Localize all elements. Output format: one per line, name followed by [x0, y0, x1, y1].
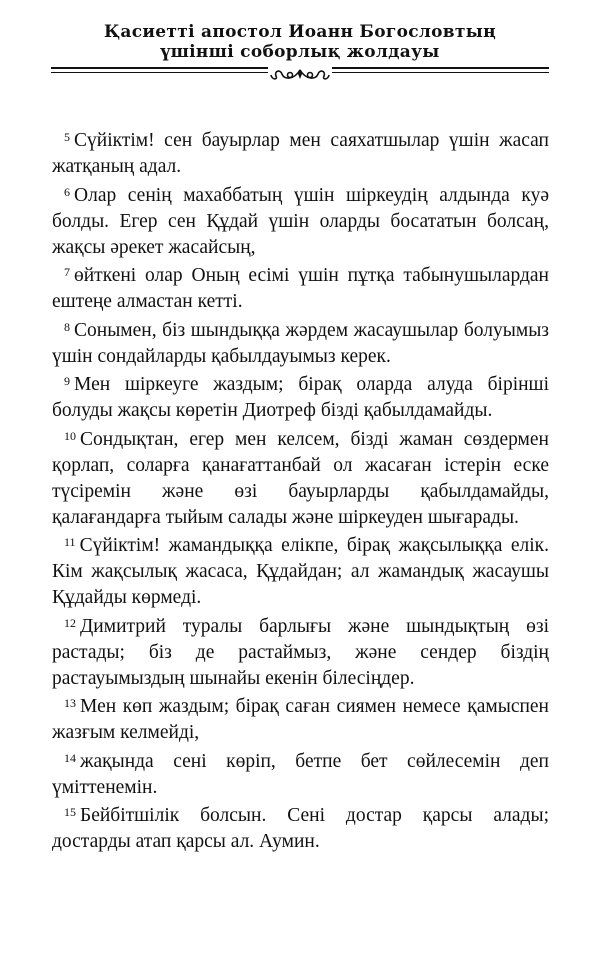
verse-number: 6 [64, 184, 70, 199]
verse [52, 183, 549, 261]
header-title-line1: Қасиетті апостол Иоанн Богословтың [104, 22, 496, 42]
verse-text: жақында сені көріп, бетпе бет сөйлесемін деп үміттенемін. [52, 750, 549, 798]
verse-number: 12 [64, 615, 76, 630]
verse-number: 11 [64, 535, 76, 549]
verse-number: 9 [64, 374, 70, 388]
verse-number: 10 [64, 428, 76, 443]
verse [52, 533, 549, 611]
verse-text: Сүйіктім! жамандыққа елікпе, бірақ жақсылыққа елік. Кім жақсылық жасаса, Құдайдан; ал жамандық жасаушы Құдайды көрмеді. [52, 535, 549, 608]
scripture-text [52, 128, 549, 858]
verse [52, 427, 549, 531]
verse [52, 372, 549, 424]
verse [52, 749, 549, 801]
verse-number: 8 [64, 319, 70, 334]
header-title-line2: үшінші соборлық жолдауы [160, 42, 440, 62]
ornament-icon [268, 66, 332, 86]
verse-number: 14 [64, 750, 76, 765]
verse-number: 13 [64, 696, 76, 710]
verse-text: Димитрий туралы барлығы және шындықтың өзі растады; біз де растаймыз, және сендер біздің растауымыздың шынайы екенін білесіңдер. [52, 615, 549, 689]
verse [52, 694, 549, 746]
verse-text: Сүйіктім! сен бауырлар мен саяхатшылар үшін жасап жатқаның адал. [52, 130, 549, 177]
verse [52, 614, 549, 692]
verse-text: Бейбітшілік болсын. Сені достар қарсы алады; достарды атап қарсы ал. Аумин. [52, 805, 549, 852]
verse [52, 263, 549, 315]
verse-text: өйткені олар Оның есімі үшін пұтқа табынушылардан ештеңе алмастан кетті. [52, 265, 549, 312]
verse-number: 15 [64, 805, 76, 819]
verse-text: Сондықтан, егер мен келсем, бізді жаман сөздермен қорлап, соларға қанағаттанбай ол жасаған істерін еске түсіремін және өзі бауырларды қабылдамайды, қалағандарға тыйым салады және шіркеуден шығарады. [52, 428, 549, 528]
verse-text: Мен көп жаздым; бірақ саған сиямен немесе қамыспен жазғым келмейді, [52, 696, 549, 743]
verse [52, 128, 549, 180]
verse-text: Мен шіркеуге жаздым; бірақ оларда алуда бірінші болуды жақсы көретін Диотреф бізді қабылдамайды. [52, 374, 549, 421]
verse-number: 7 [64, 265, 70, 279]
verse-number: 5 [64, 130, 70, 144]
verse [52, 318, 549, 370]
page-header [0, 22, 600, 62]
verse [52, 803, 549, 855]
verse-text: Олар сенің махаббатың үшін шіркеудің алдында куә болды. Егер сен Құдай үшін оларды босататын болсаң, жақсы әрекет жасайсың, [52, 184, 549, 258]
verse-text: Сонымен, біз шындыққа жәрдем жасаушылар болуымыз үшін сондайларды қабылдауымыз керек. [52, 319, 549, 367]
